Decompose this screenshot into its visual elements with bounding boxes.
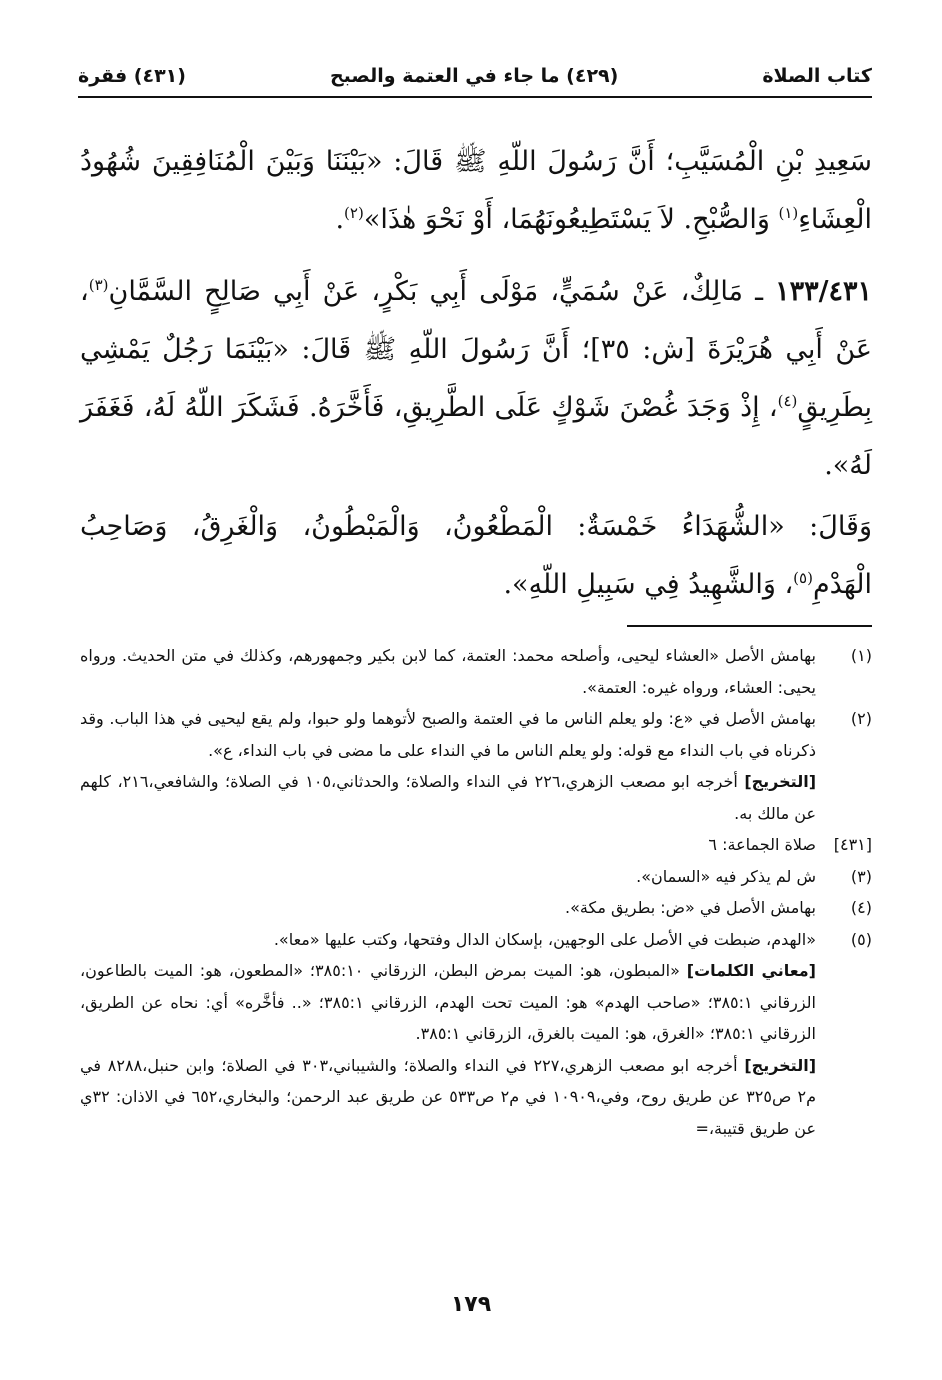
footnote-marker: (١) (850, 646, 872, 665)
text-span: ، إِذْ وَجَدَ غُصْنَ شَوْكٍ عَلَى الطَّرِيقِ، فَأَخَّرَهُ. فَشَكَرَ اللّهُ لَهُ، فَغَفَرَ لَهُ». (80, 392, 872, 481)
footnote-ref-1[interactable]: (١) (778, 204, 799, 222)
footnote-text: بهامش الأصل «العشاء ليحيى، وأصلحه محمد: العتمة، كما لابن بكير وجمهورهم، وكذلك في متن الحديث. ورواه يحيى: العشاء، ورواه غيره: العتمة». (80, 646, 816, 697)
footnote-2 (80, 703, 872, 829)
hadith-text-continuation (80, 133, 872, 249)
footnote-431 (80, 829, 872, 861)
footnote-marker: (٤) (850, 898, 872, 917)
takhrij-block (80, 1050, 816, 1145)
footnote-text: بهامش الأصل في «ض: بطريق مكة». (565, 898, 816, 917)
text-span: وَالصُّبْحِ. لاَ يَسْتَطِيعُونَهُمَا، أَوْ نَحْوَ هٰذَا» (363, 204, 779, 235)
footnotes (80, 640, 872, 1144)
footnote-5 (80, 924, 872, 1145)
footnote-marker: (٣) (850, 866, 872, 886)
text-span: ، وَالشَّهِيدُ فِي سَبِيلِ اللّهِ». (503, 569, 794, 600)
maani-label: [معاني الكلمات] (686, 961, 816, 980)
footnote-separator (627, 625, 872, 627)
footnote-text: صلاة الجماعة: ٦ (708, 835, 816, 854)
footnote-3 (80, 861, 872, 893)
footnote-text: «الهدم، ضبطت في الأصل على الوجهين، بإسكان الدال وفتحها، وكتب عليها «معا». (273, 929, 816, 949)
footnote-ref-2[interactable]: (٢) (344, 204, 364, 222)
hadith-431 (80, 263, 872, 495)
text-span: وَقَالَ: «الشُّهَدَاءُ خَمْسَةٌ: الْمَطْعُونُ، وَالْمَبْطُونُ، وَالْغَرِقُ، وَصَاحِبُ الْهَدْمِ (80, 511, 872, 600)
takhrij-text: أخرجه ابو مصعب الزهري،٢٢٧ في النداء والصلاة؛ والشيباني،٣٠٣ في الصلاة؛ وابن حنبل،٨٢٨٨ في م٢ ص٣٢٥ عن طريق روح، وفي،١٠٩٠٩ في م٢ ص٥٣٣ عن طريق عبد الرحمن؛ والبخاري،٦٥٢ في الاذان: ٣٢ي عن طريق قتيبة،= (80, 1055, 816, 1138)
footnote-1 (80, 640, 872, 703)
maani-block (80, 955, 816, 1050)
footnote-ref-5[interactable]: (٥) (793, 569, 813, 587)
footnote-text: ش لم يذكر فيه «السمان». (636, 866, 816, 886)
footnote-4 (80, 892, 872, 924)
footnote-marker: (٥) (850, 929, 872, 949)
header-book-title: كتاب الصلاة (762, 65, 872, 87)
text-span: . (335, 204, 345, 235)
footnote-ref-3[interactable]: (٣) (88, 276, 109, 294)
takhrij-text: أخرجه ابو مصعب الزهري،٢٢٦ في النداء والصلاة؛ والحدثاني،١٠٥ في الصلاة؛ والشافعي،٢١٦، كلهم عن مالك به. (80, 772, 816, 823)
page-number: ١٧٩ (450, 1292, 492, 1317)
hadith-martyrs (80, 498, 872, 614)
text-span: سَعِيدِ بْنِ الْمُسَيَّبِ؛ أَنَّ رَسُولَ اللّهِ ﷺ قَالَ: «بَيْنَنَا وَبَيْنَ الْمُنَافِقِينَ شُهُودُ الْعِشَاءِ (80, 146, 872, 235)
maani-text: «المبطون، هو: الميت بمرض البطن، الزرقاني ٣٨٥:١٠؛ «المطعون، هو: الميت بالطاعون، الزرقاني ٣٨٥:١؛ «صاحب الهدم» هو: الميت تحت الهدم، الزرقاني ٣٨٥:١؛ «.. فأخَّره» أي: نحاه عن الطريق، الزرقاني ٣٨٥:١؛ «الغرق، هو: الميت بالغرق، الزرقاني ٣٨٥:١. (80, 961, 816, 1043)
footnote-text: بهامش الأصل في «ع: ولو يعلم الناس ما في العتمة والصبح لأتوهما ولو حبوا، ولم يقع ليحيى في هذا الباب. وقد ذكرناه في باب النداء مع قوله: ولو يعلم الناس ما في النداء على ما مضى في باب النداء، ع». (80, 709, 816, 760)
footnote-ref-4[interactable]: (٤) (777, 392, 798, 410)
takhrij-block (80, 766, 816, 829)
hadith-number: ١٣٣/٤٣١ (775, 276, 872, 307)
text-span: ـ مَالِكٌ، عَنْ سُمَيٍّ، مَوْلَى أَبِي بَكْرٍ، عَنْ أَبِي صَالِحٍ السَّمَّانِ (108, 276, 776, 307)
header-chapter-title: (٤٢٩) ما جاء في العتمة والصبح (329, 65, 619, 87)
header-paragraph-ref: (٤٣١) فقرة (78, 65, 186, 87)
footnote-marker: (٢) (850, 709, 872, 728)
takhrij-label: [التخريج] (744, 772, 816, 791)
running-header (78, 58, 872, 94)
text-span: ، عَنْ أَبِي هُرَيْرَةَ [ش: ٣٥]؛ أَنَّ رَسُولَ اللّهِ ﷺ قَالَ: «بَيْنَمَا رَجُلٌ يَمْشِي بِطَرِيقٍ (80, 276, 872, 423)
footnote-marker: [٤٣١] (833, 835, 872, 854)
takhrij-label: [التخريج] (744, 1055, 817, 1075)
header-rule (78, 96, 872, 98)
